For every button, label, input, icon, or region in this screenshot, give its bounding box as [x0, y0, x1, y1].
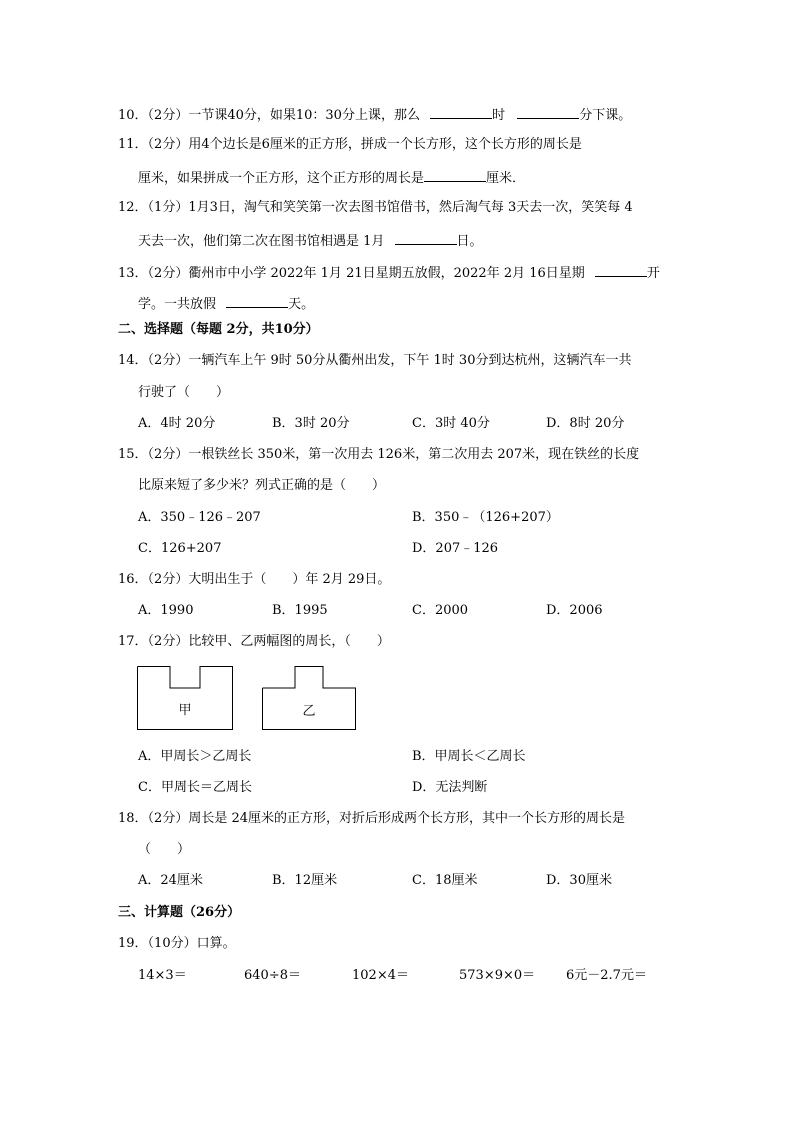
answer-blank[interactable] [424, 167, 486, 182]
answer-blank[interactable] [430, 104, 492, 119]
option-c[interactable]: C．18厘米 [412, 873, 478, 888]
option-c[interactable]: C．甲周长＝乙周长 [138, 780, 252, 795]
question-15-line1: 15．（2分）一根铁丝长 350米，第一次用去 126米，第二次用去 207米，现在铁丝的长度 [118, 447, 640, 462]
calc-item: 573×9×0＝ [459, 968, 536, 983]
question-12-unit: 日。 [456, 234, 483, 249]
option-d[interactable]: D．207﹣126 [412, 541, 499, 556]
answer-blank[interactable] [517, 104, 579, 119]
question-18-line2: （ ） [138, 842, 191, 857]
option-c[interactable]: C．2000 [412, 603, 469, 618]
question-13-line2 [138, 293, 314, 314]
option-d[interactable]: D．2006 [546, 603, 603, 618]
question-15-line2: 比原来短了多少米？列式正确的是（ ） [138, 478, 386, 493]
option-a[interactable]: A．350﹣126﹣207 [138, 510, 261, 525]
figure-jia-label: 甲 [178, 703, 192, 718]
option-a[interactable]: A．4时 20分 [138, 416, 216, 431]
question-12-text: 天去一次，他们第二次在图书馆相遇是 1月 [138, 234, 385, 249]
figure-jia [137, 666, 233, 730]
option-b[interactable]: B．350﹣（126+207） [412, 510, 559, 525]
option-b[interactable]: B．12厘米 [272, 873, 338, 888]
calc-item: 6元－2.7元＝ [566, 968, 647, 983]
option-d[interactable]: D．无法判断 [412, 780, 488, 795]
question-18-line1: 18．（2分）周长是 24厘米的正方形，对折后形成两个长方形，其中一个长方形的周长是 [118, 811, 625, 826]
answer-blank[interactable] [595, 262, 647, 277]
option-a[interactable]: A．甲周长＞乙周长 [138, 749, 252, 764]
option-d[interactable]: D．8时 20分 [546, 416, 625, 431]
question-19-line1: 19．（10分）口算。 [118, 936, 236, 951]
question-13-unit: 天。 [288, 297, 315, 312]
question-13-suffix: 开 [646, 266, 660, 281]
question-14-line1: 14．（2分）一辆汽车上午 9时 50分从衢州出发，下午 1时 30分到达杭州，这辆汽车一共 [118, 353, 632, 368]
calc-item: 14×3＝ [138, 968, 187, 983]
question-14-line2: 行驶了（ ） [138, 385, 230, 400]
question-12-line2 [138, 230, 483, 251]
question-11-line1: 11．（2分）用4个边长是6厘米的正方形，拼成一个长方形，这个长方形的周长是 [118, 137, 582, 152]
question-10-unit-hour: 时 [492, 108, 506, 123]
answer-blank[interactable] [395, 230, 457, 245]
question-10-unit-minute: 分下课。 [579, 108, 632, 123]
question-17-line1: 17．（2分）比较甲、乙两幅图的周长，（ ） [118, 634, 390, 649]
question-10 [118, 104, 631, 125]
question-11-unit: 厘米． [486, 171, 526, 186]
question-13-text: 13．（2分）衢州市中小学 2022年 1月 21日星期五放假，2022年 2月 16日星期 [118, 266, 585, 281]
section-title-calc: 三、计算题（26分） [118, 905, 241, 920]
option-c[interactable]: C．3时 40分 [412, 416, 490, 431]
calc-item: 102×4＝ [352, 968, 409, 983]
question-12-line1: 12．（1分）1月3日，淘气和笑笑第一次去图书馆借书，然后淘气每 3天去一次，笑笑每 4 [118, 200, 633, 215]
question-16-line1: 16．（2分）大明出生于（ ）年 2月 29日。 [118, 572, 391, 587]
option-b[interactable]: B．3时 20分 [272, 416, 350, 431]
option-b[interactable]: B．1995 [272, 603, 328, 618]
question-11-line2 [138, 167, 525, 188]
question-11-text: 厘米，如果拼成一个正方形，这个正方形的周长是 [138, 171, 425, 186]
option-c[interactable]: C．126+207 [138, 541, 222, 556]
option-b[interactable]: B．甲周长＜乙周长 [412, 749, 526, 764]
calc-item: 640÷8＝ [244, 968, 301, 983]
question-13-text2: 学。一共放假 [138, 297, 217, 312]
section-title-choice: 二、选择题（每题 2分，共10分） [118, 322, 319, 337]
figure-yi-label: 乙 [302, 704, 316, 719]
answer-blank[interactable] [226, 293, 288, 308]
question-10-text: 10．（2分）一节课40分，如果10：30分上课，那么 [118, 108, 420, 123]
figure-yi [262, 666, 356, 730]
option-a[interactable]: A．24厘米 [138, 873, 203, 888]
option-d[interactable]: D．30厘米 [546, 873, 612, 888]
question-13-line1 [118, 262, 660, 283]
option-a[interactable]: A．1990 [138, 603, 194, 618]
